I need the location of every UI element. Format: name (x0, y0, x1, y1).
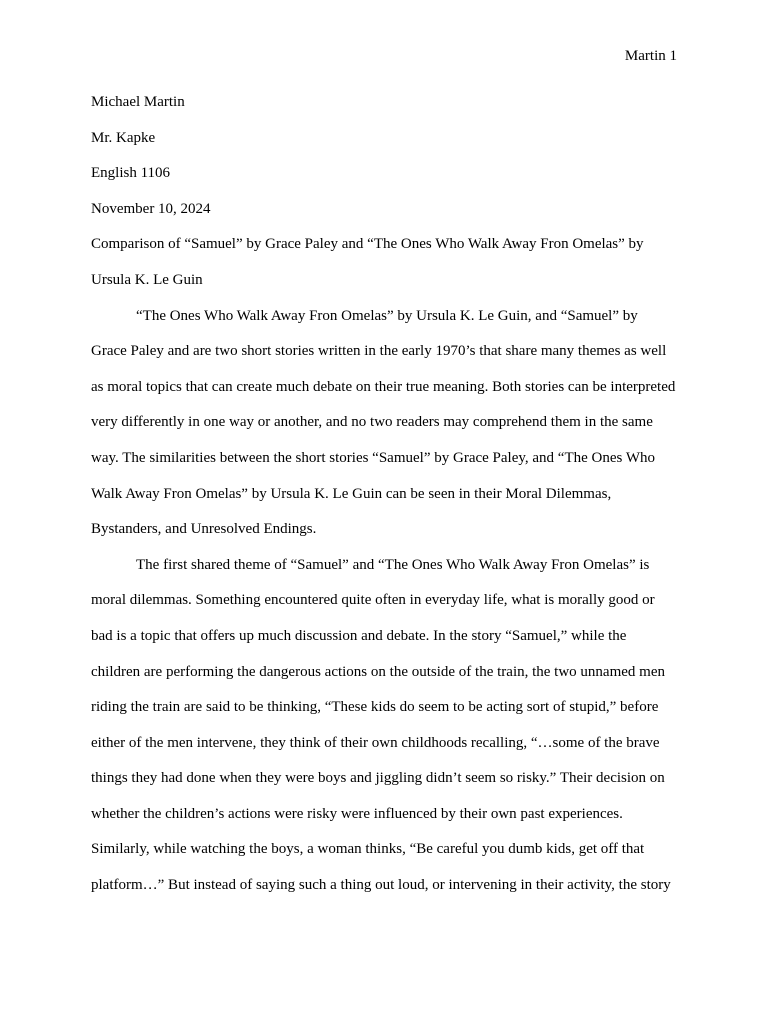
paragraph-line: riding the train are said to be thinking, “These kids do seem to be acting sort of stupid,” before (91, 699, 659, 716)
paragraph-line: either of the men intervene, they think of their own childhoods recalling, “…some of the brave (91, 734, 660, 751)
paragraph-line: things they had done when they were boys and jiggling didn’t seem so risky.” Their decision on (91, 770, 665, 787)
paragraph-line: whether the children’s actions were risky were influenced by their own past experiences. (91, 805, 623, 822)
essay-title-line: Ursula K. Le Guin (91, 271, 203, 288)
paragraph-line: Walk Away Fron Omelas” by Ursula K. Le Guin can be seen in their Moral Dilemmas, (91, 485, 612, 502)
essay-title-line: Comparison of “Samuel” by Grace Paley and “The Ones Who Walk Away Fron Omelas” by (91, 236, 644, 253)
paragraph-line: The first shared theme of “Samuel” and “The Ones Who Walk Away Fron Omelas” is (136, 556, 650, 573)
course-name: English 1106 (91, 165, 171, 182)
paragraph-line: platform…” But instead of saying such a thing out loud, or intervening in their activity, the story (91, 877, 671, 894)
paragraph-line: bad is a topic that offers up much discussion and debate. In the story “Samuel,” while the (91, 627, 627, 644)
paragraph-line: children are performing the dangerous actions on the outside of the train, the two unnamed men (91, 663, 665, 680)
essay-body (91, 85, 681, 904)
running-header: Martin 1 (624, 48, 677, 64)
paragraph-line: “The Ones Who Walk Away Fron Omelas” by Ursula K. Le Guin, and “Samuel” by (136, 307, 638, 324)
instructor-name: Mr. Kapke (91, 129, 156, 146)
paragraph-line: Similarly, while watching the boys, a woman thinks, “Be careful you dumb kids, get off that (91, 841, 645, 858)
paragraph-line: way. The similarities between the short stories “Samuel” by Grace Paley, and “The Ones Who (91, 449, 655, 466)
paragraph-intro (91, 299, 681, 548)
paragraph-line: Bystanders, and Unresolved Endings. (91, 521, 317, 538)
essay-date: November 10, 2024 (91, 200, 211, 217)
paragraph-line: Grace Paley and are two short stories written in the early 1970’s that share many themes as well (91, 343, 667, 360)
paragraph-moral-dilemmas (91, 548, 681, 904)
paragraph-line: as moral topics that can create much debate on their true meaning. Both stories can be interpreted (91, 378, 676, 395)
author-name: Michael Martin (91, 94, 185, 110)
paragraph-line: very differently in one way or another, and no two readers may comprehend them in the same (91, 414, 653, 431)
paragraph-line: moral dilemmas. Something encountered quite often in everyday life, what is morally good or (91, 592, 655, 609)
essay-title (91, 227, 681, 298)
